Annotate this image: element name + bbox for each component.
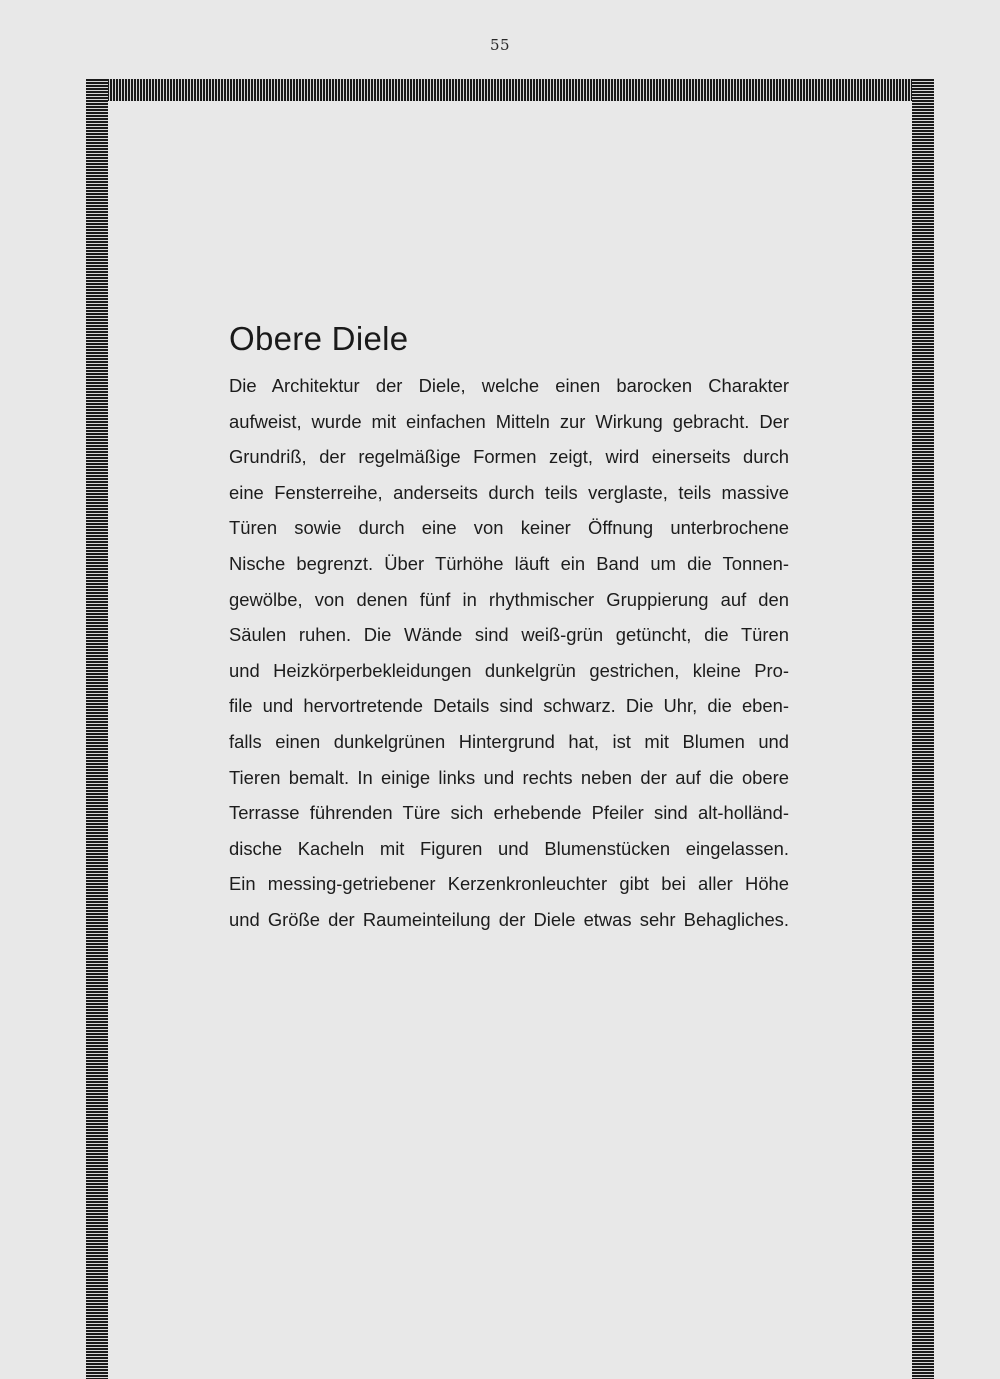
text-line: falls einen dunkelgrünen Hintergrund hat, ist mit Blumen und bbox=[229, 730, 789, 752]
text-line: aufweist, wurde mit einfachen Mitteln zur Wirkung gebracht. Der bbox=[229, 410, 789, 432]
text-line: eine Fensterreihe, anderseits durch teils verglaste, teils massive bbox=[229, 481, 789, 503]
page-number: 55 bbox=[489, 36, 511, 54]
text-line: Nische begrenzt. Über Türhöhe läuft ein Band um die Tonnen- bbox=[229, 552, 789, 574]
text-line: Ein messing-getriebener Kerzenkronleuchter gibt bei aller Höhe bbox=[229, 873, 789, 895]
text-line: und Größe der Raumeinteilung der Diele etwas sehr Behagliches. bbox=[229, 908, 789, 930]
text-block bbox=[229, 320, 789, 938]
text-line: gewölbe, von denen fünf in rhythmischer Gruppierung auf den bbox=[229, 588, 789, 610]
frame-border-right bbox=[912, 79, 934, 1379]
text-line: Säulen ruhen. Die Wände sind weiß-grün getüncht, die Türen bbox=[229, 624, 789, 646]
frame-border-top bbox=[86, 79, 934, 101]
text-line: Terrasse führenden Türe sich erhebende Pfeiler sind alt-holländ- bbox=[229, 802, 789, 824]
text-line: Grundriß, der regelmäßige Formen zeigt, wird einerseits durch bbox=[229, 446, 789, 468]
text-line: file und hervortretende Details sind schwarz. Die Uhr, die eben- bbox=[229, 695, 789, 717]
frame-border-left bbox=[86, 79, 108, 1379]
text-line: Türen sowie durch eine von keiner Öffnung unterbrochene bbox=[229, 517, 789, 539]
text-line: dische Kacheln mit Figuren und Blumenstücken eingelassen. bbox=[229, 837, 789, 859]
text-line: Die Architektur der Diele, welche einen barocken Charakter bbox=[229, 375, 789, 396]
body-paragraph bbox=[229, 368, 789, 938]
text-line: und Heizkörperbekleidungen dunkelgrün gestrichen, kleine Pro- bbox=[229, 659, 789, 681]
text-line: Tieren bemalt. In einige links und rechts neben der auf die obere bbox=[229, 766, 789, 788]
section-heading: Obere Diele bbox=[229, 320, 409, 357]
